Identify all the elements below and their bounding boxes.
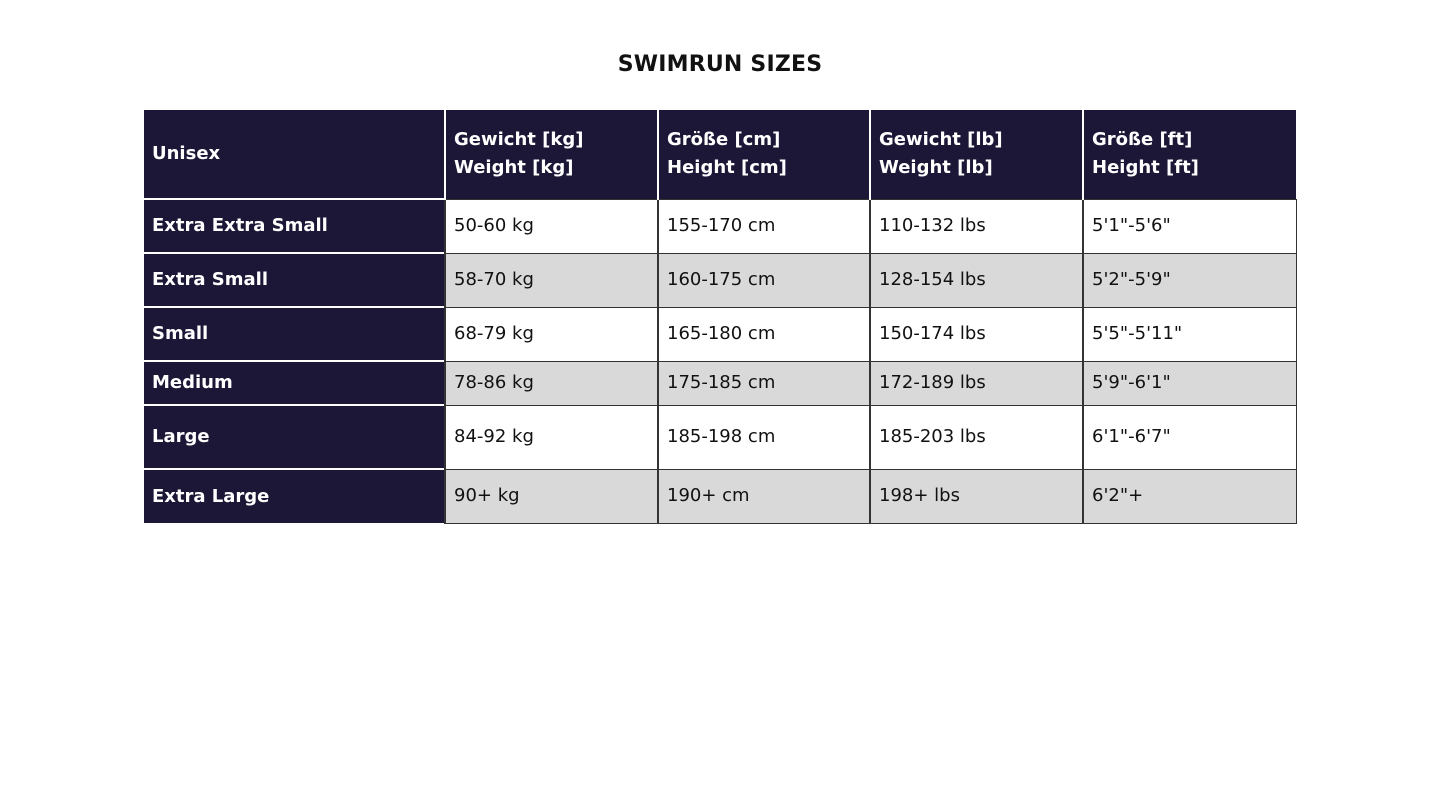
weight-lb-cell: 185-203 lbs	[870, 405, 1083, 469]
size-chart-table	[144, 110, 1297, 524]
height-ft-cell: 5'2"-5'9"	[1083, 253, 1296, 307]
height-cm-cell: 190+ cm	[658, 469, 870, 523]
header-height-cm	[658, 110, 870, 199]
height-ft-cell: 6'2"+	[1083, 469, 1296, 523]
header-unisex: Unisex	[144, 110, 445, 199]
height-cm-cell: 185-198 cm	[658, 405, 870, 469]
weight-kg-cell: 78-86 kg	[445, 361, 658, 405]
size-label: Large	[144, 405, 445, 469]
size-label: Small	[144, 307, 445, 361]
height-cm-cell: 160-175 cm	[658, 253, 870, 307]
page-title: SWIMRUN SIZES	[617, 52, 823, 77]
weight-kg-cell: 50-60 kg	[445, 199, 658, 253]
weight-lb-cell: 172-189 lbs	[870, 361, 1083, 405]
weight-kg-cell: 68-79 kg	[445, 307, 658, 361]
header-height-cm-en: Height [cm]	[667, 157, 787, 179]
table-row	[144, 307, 1296, 361]
weight-lb-cell: 110-132 lbs	[870, 199, 1083, 253]
height-cm-cell: 155-170 cm	[658, 199, 870, 253]
weight-lb-cell: 198+ lbs	[870, 469, 1083, 523]
weight-lb-cell: 128-154 lbs	[870, 253, 1083, 307]
header-height-cm-de: Größe [cm]	[667, 129, 781, 151]
weight-kg-cell: 90+ kg	[445, 469, 658, 523]
table-row	[144, 199, 1296, 253]
size-label: Medium	[144, 361, 445, 405]
table-row	[144, 405, 1296, 469]
table-row	[144, 253, 1296, 307]
height-ft-cell: 5'5"-5'11"	[1083, 307, 1296, 361]
header-weight-kg-en: Weight [kg]	[454, 157, 574, 179]
height-cm-cell: 175-185 cm	[658, 361, 870, 405]
height-ft-cell: 6'1"-6'7"	[1083, 405, 1296, 469]
height-cm-cell: 165-180 cm	[658, 307, 870, 361]
header-weight-lb	[870, 110, 1083, 199]
header-weight-kg-de: Gewicht [kg]	[454, 129, 584, 151]
height-ft-cell: 5'1"-5'6"	[1083, 199, 1296, 253]
size-label: Extra Large	[144, 469, 445, 523]
header-height-ft-de: Größe [ft]	[1092, 129, 1193, 151]
size-label: Extra Small	[144, 253, 445, 307]
table-row	[144, 469, 1296, 523]
header-height-ft-en: Height [ft]	[1092, 157, 1199, 179]
weight-kg-cell: 84-92 kg	[445, 405, 658, 469]
table-row	[144, 361, 1296, 405]
height-ft-cell: 5'9"-6'1"	[1083, 361, 1296, 405]
header-weight-lb-de: Gewicht [lb]	[879, 129, 1003, 151]
weight-kg-cell: 58-70 kg	[445, 253, 658, 307]
header-height-ft	[1083, 110, 1296, 199]
header-weight-lb-en: Weight [lb]	[879, 157, 993, 179]
header-weight-kg	[445, 110, 658, 199]
weight-lb-cell: 150-174 lbs	[870, 307, 1083, 361]
size-label: Extra Extra Small	[144, 199, 445, 253]
header-row	[144, 110, 1296, 199]
